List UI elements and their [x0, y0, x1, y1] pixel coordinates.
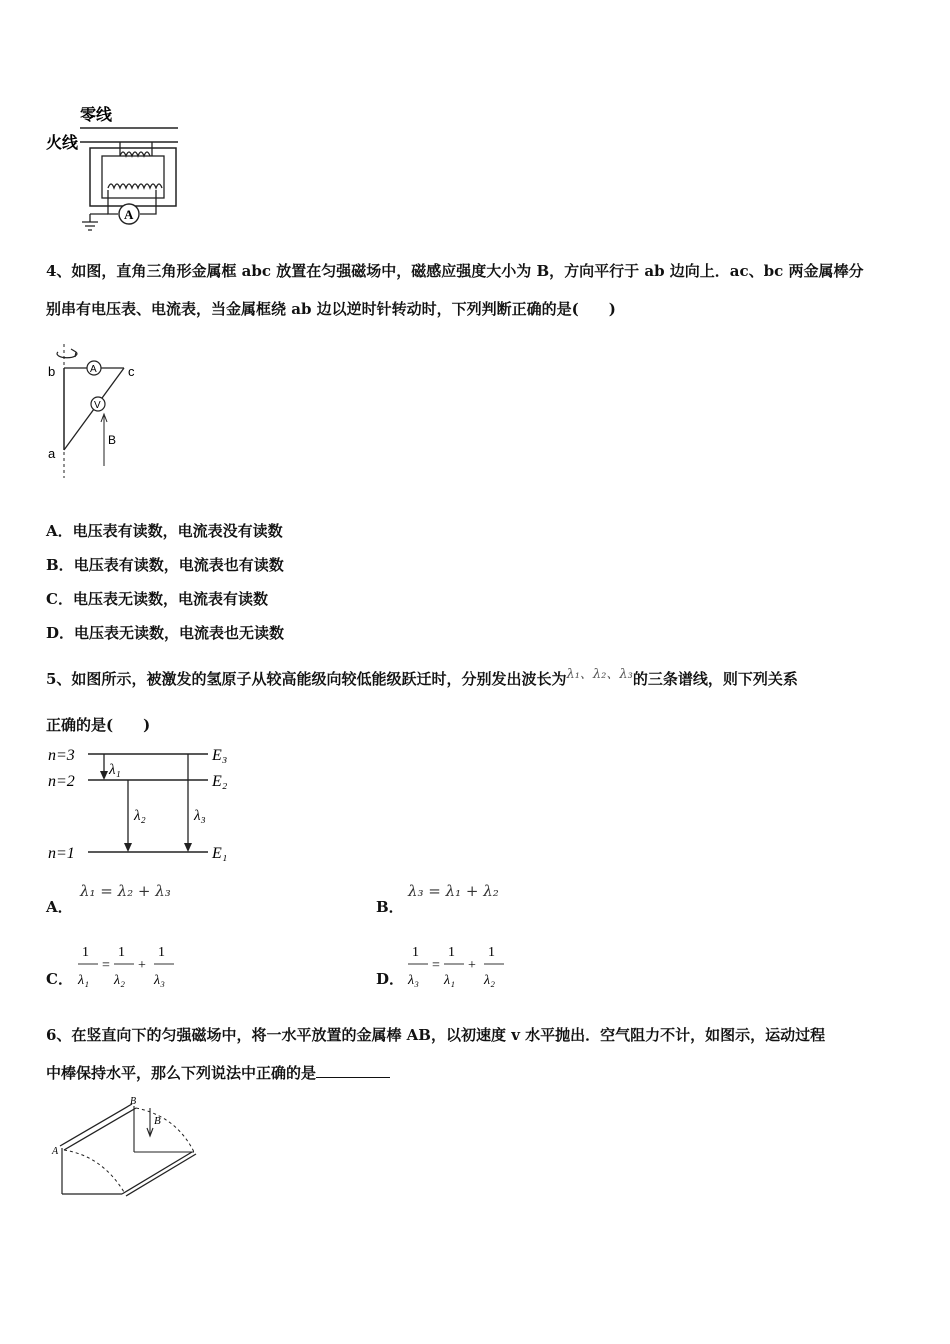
option-text: 电压表无读数，电流表有读数: [72, 590, 268, 608]
q4-options: [46, 514, 284, 650]
q6-line-1: 6、在竖直向下的匀强磁场中，将一水平放置的金属棒 AB，以初速度 v 水平抛出．空气阻力不计，如图示，运动过程: [46, 1026, 826, 1044]
q5-stem-line-2: 正确的是( ): [46, 716, 151, 734]
frac-numerator: 1: [82, 945, 89, 960]
frac-denominator: λ₃: [408, 973, 419, 988]
level-2-n: n=2: [48, 773, 75, 790]
option-text: 电压表无读数，电流表也无读数: [74, 624, 285, 642]
q5-option-b[interactable]: [376, 896, 404, 917]
q4-field-label: B: [108, 433, 117, 447]
q5-stem-line-1: [46, 656, 926, 698]
frac-numerator: 1: [118, 945, 125, 960]
frac-denominator: λ₂: [114, 973, 125, 988]
frac-numerator: 1: [158, 945, 165, 960]
option-key: A．: [46, 522, 73, 540]
q4-option-d[interactable]: [46, 616, 284, 650]
level-1-E: E₁: [212, 845, 228, 862]
level-2-E: E₂: [212, 773, 228, 790]
q6-label-a: A: [52, 1146, 59, 1157]
option-key: A．: [46, 898, 73, 916]
q4-label-a: a: [48, 446, 56, 461]
option-key: D．: [376, 970, 405, 988]
option-key: D．: [46, 624, 75, 642]
q5-option-d[interactable]: [376, 968, 404, 989]
transition-lambda-3: λ₃: [194, 808, 206, 824]
q4-line-2: 别串有电压表、电流表，当金属框绕 ab 边以逆时针转动时，下列判断正确的是( ): [46, 300, 616, 318]
option-key: B．: [46, 556, 74, 574]
frac-numerator: 1: [488, 945, 495, 960]
q5-option-b-formula: λ₃ = λ₁ + λ₂: [408, 882, 499, 900]
q5-option-a-formula: λ₁ = λ₂ + λ₃: [80, 882, 171, 900]
option-key: B．: [376, 898, 404, 916]
q5-text-b: 的三条谱线，则下列关系: [632, 670, 798, 688]
q4-line-1: 4、如图，直角三角形金属框 abc 放置在匀强磁场中，磁感应强度大小为 B，方向平行于 ab 边向上．ac、bc 两金属棒分: [46, 262, 864, 280]
level-3-E: E₃: [212, 747, 228, 764]
q6-figure: [46, 1096, 216, 1206]
level-3-n: n=3: [48, 747, 75, 764]
q5-option-c-formula: [74, 940, 184, 992]
q6-line-2: [46, 1054, 926, 1092]
q4-ammeter-label: A: [90, 364, 97, 375]
q4-option-b[interactable]: [46, 548, 284, 582]
q4-figure: [40, 338, 160, 488]
option-key: C．: [46, 970, 73, 988]
q5-option-a[interactable]: [46, 896, 73, 917]
q4-option-c[interactable]: [46, 582, 284, 616]
level-1-n: n=1: [48, 845, 75, 862]
q4-label-b: b: [48, 364, 56, 379]
transition-lambda-2: λ₂: [134, 808, 146, 824]
frac-numerator: 1: [448, 945, 455, 960]
frac-denominator: λ₃: [154, 973, 165, 988]
frac-denominator: λ₁: [78, 973, 89, 988]
svg-text:=: =: [102, 958, 110, 973]
q4-voltmeter-label: V: [94, 400, 101, 411]
ammeter-label: A: [124, 207, 134, 222]
option-key: C．: [46, 590, 73, 608]
q5-energy-level-figure: [46, 740, 246, 870]
option-text: 电压表有读数，电流表也有读数: [73, 556, 284, 574]
svg-text:+: +: [468, 958, 476, 973]
q5-text-a: 5、如图所示，被激发的氢原子从较高能级向较低能级跃迁时，分别发出波长为: [46, 670, 567, 688]
q5-option-d-formula: [404, 940, 514, 992]
q6-stem: [46, 1016, 926, 1092]
frac-denominator: λ₁: [444, 973, 455, 988]
circuit-figure: [40, 98, 200, 238]
q4-option-a[interactable]: [46, 514, 284, 548]
svg-text:=: =: [432, 958, 440, 973]
q4-stem: [46, 252, 926, 328]
q6-line-2-text: 中棒保持水平，那么下列说法中正确的是: [46, 1064, 317, 1082]
option-text: 电压表有读数，电流表没有读数: [72, 522, 283, 540]
q5-option-c[interactable]: [46, 968, 73, 989]
frac-numerator: 1: [412, 945, 419, 960]
q6-field-label: B: [154, 1115, 161, 1127]
transition-lambda-1: λ₁: [109, 762, 121, 778]
fire-line-label: 火线: [46, 133, 79, 152]
q5-lambdas: λ₁、λ₂、λ₃: [566, 667, 633, 682]
zero-line-label: 零线: [80, 105, 113, 124]
frac-denominator: λ₂: [484, 973, 495, 988]
answer-blank[interactable]: [316, 1063, 390, 1078]
q6-label-b: B: [130, 1096, 137, 1107]
svg-text:+: +: [138, 958, 146, 973]
q4-label-c: c: [128, 364, 135, 379]
